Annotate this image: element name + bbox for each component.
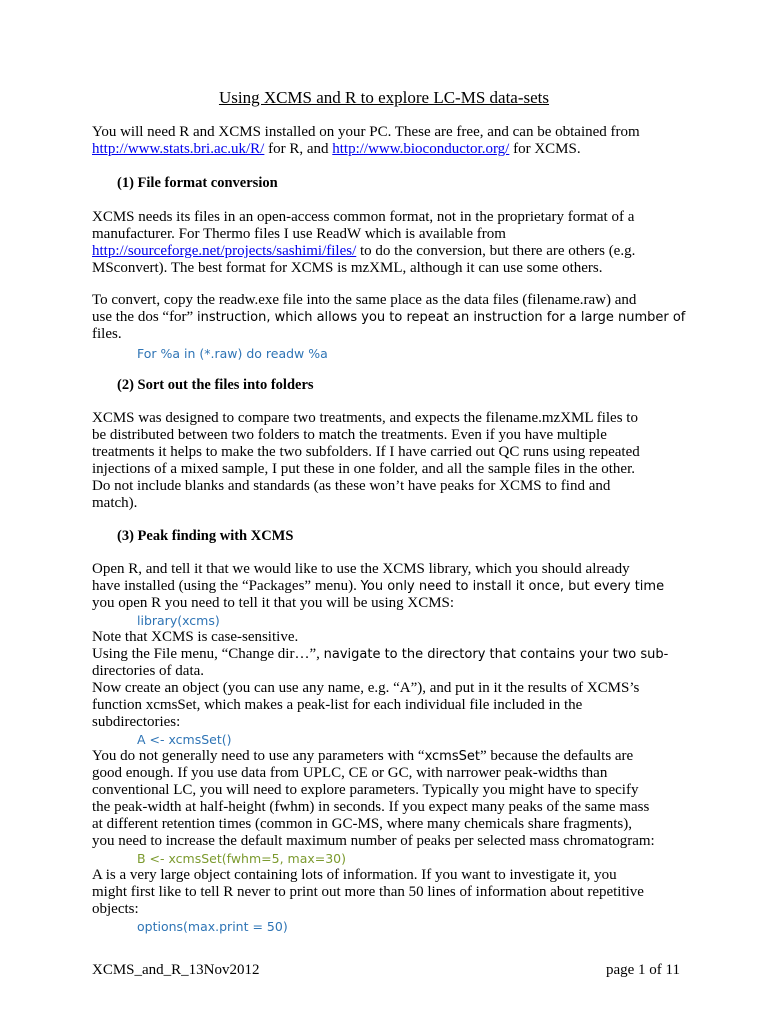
r-link[interactable]: http://www.stats.bri.ac.uk/R/ bbox=[92, 141, 265, 157]
intro-paragraph bbox=[92, 124, 682, 158]
s2-line-5: Do not include blanks and standards (as these won’t have peaks for XCMS to find and bbox=[92, 478, 611, 494]
xcmsset-params-code: B <- xcmsSet(fwhm=5, max=30) bbox=[137, 851, 347, 866]
s1-p2-line-3: files. bbox=[92, 326, 122, 342]
s3-line-1: Open R, and tell it that we would like to use the XCMS library, which you should already bbox=[92, 561, 630, 577]
s3-line-6: directories of data. bbox=[92, 663, 205, 679]
section-2-heading: (2) Sort out the files into folders bbox=[117, 377, 314, 393]
s3-line-10b: xcmsSet bbox=[424, 749, 480, 764]
s1-p2-line-1: To convert, copy the readw.exe file into the same place as the data files (filename.raw) and bbox=[92, 292, 637, 308]
options-code: options(max.print = 50) bbox=[137, 919, 288, 934]
s1-p2-line-2 bbox=[92, 309, 686, 326]
s3-line-5a: Using the File menu, “Change dir…”, bbox=[92, 646, 324, 662]
intro-line-1: You will need R and XCMS installed on your PC. These are free, and can be obtained from bbox=[92, 124, 640, 140]
bioconductor-link[interactable]: http://www.bioconductor.org/ bbox=[332, 141, 510, 157]
s3-line-10a: You do not generally need to use any parameters with “ bbox=[92, 748, 425, 764]
footer-page-number: page 1 of 11 bbox=[605, 962, 680, 978]
readw-code: For %a in (*.raw) do readw %a bbox=[137, 346, 328, 361]
s3-line-14: at different retention times (common in GC-MS, where many chemicals share fragments), bbox=[92, 816, 632, 832]
s3-line-4: Note that XCMS is case-sensitive. bbox=[92, 629, 299, 645]
s1-p2-line-2b: instruction, which allows you to repeat an instruction for a large number of bbox=[196, 310, 686, 325]
s1-p1-line-3 bbox=[92, 243, 682, 260]
sashimi-link[interactable]: http://sourceforge.net/projects/sashimi/files/ bbox=[92, 243, 357, 259]
section-2-paragraph bbox=[92, 410, 682, 512]
s2-line-6: match). bbox=[92, 495, 138, 511]
s1-p1-line-3-end: to do the conversion, but there are others (e.g. bbox=[356, 243, 636, 259]
section-1-paragraph-2 bbox=[92, 292, 686, 362]
s3-line-2 bbox=[92, 578, 682, 595]
s3-line-2b: You only need to install it once, but every time bbox=[360, 579, 665, 594]
library-code: library(xcms) bbox=[137, 613, 220, 628]
xcmsset-code: A <- xcmsSet() bbox=[137, 732, 232, 747]
s2-line-4: injections of a mixed sample, I put these in one folder, and all the sample files in the other. bbox=[92, 461, 636, 477]
intro-mid-text: for R, and bbox=[264, 141, 333, 157]
s2-line-1: XCMS was designed to compare two treatments, and expects the filename.mzXML files to bbox=[92, 410, 638, 426]
section-3-body bbox=[92, 561, 682, 935]
s3-line-10c: ” because the defaults are bbox=[479, 748, 634, 764]
s1-p1-line-1: XCMS needs its files in an open-access common format, not in the proprietary format of a bbox=[92, 209, 635, 225]
s3-line-2a: have installed (using the “Packages” menu). bbox=[92, 578, 361, 594]
s3-line-10 bbox=[92, 748, 682, 765]
page-title: Using XCMS and R to explore LC-MS data-sets bbox=[218, 88, 550, 107]
s3-line-5b: navigate to the directory that contains your two sub- bbox=[323, 647, 669, 662]
intro-line-2 bbox=[92, 141, 682, 158]
s2-line-3: treatments it helps to make the two subfolders. If I have carried out QC runs using repeated bbox=[92, 444, 640, 460]
s3-line-15: you need to increase the default maximum number of peaks per selected mass chromatogram: bbox=[92, 833, 655, 849]
s1-p2-line-2a: use the dos “for” bbox=[92, 309, 197, 325]
s3-line-3: you open R you need to tell it that you will be using XCMS: bbox=[92, 595, 455, 611]
s1-p1-line-4: MSconvert). The best format for XCMS is mzXML, although it can use some others. bbox=[92, 260, 603, 276]
section-1-heading: (1) File format conversion bbox=[117, 175, 278, 191]
s3-line-11: good enough. If you use data from UPLC, CE or GC, with narrower peak-widths than bbox=[92, 765, 608, 781]
s1-p1-line-2: manufacturer. For Thermo files I use ReadW which is available from bbox=[92, 226, 506, 242]
s3-line-16: A is a very large object containing lots of information. If you want to investigate it, you bbox=[92, 867, 617, 883]
section-3-heading: (3) Peak finding with XCMS bbox=[117, 528, 294, 544]
s3-line-8: function xcmsSet, which makes a peak-list for each individual file included in the bbox=[92, 697, 583, 713]
s3-line-7: Now create an object (you can use any name, e.g. “A”), and put in it the results of XCMS’s bbox=[92, 680, 640, 696]
s2-line-2: be distributed between two folders to match the treatments. Even if you have multiple bbox=[92, 427, 607, 443]
s3-line-9: subdirectories: bbox=[92, 714, 181, 730]
footer-filename: XCMS_and_R_13Nov2012 bbox=[92, 962, 260, 978]
s3-line-18: objects: bbox=[92, 901, 139, 917]
section-1-paragraph-1 bbox=[92, 209, 682, 277]
intro-end-text: for XCMS. bbox=[509, 141, 581, 157]
s3-line-12: conventional LC, you will need to explore parameters. Typically you might have to specify bbox=[92, 782, 639, 798]
s3-line-17: might first like to tell R never to print out more than 50 lines of information about repetitive bbox=[92, 884, 644, 900]
s3-line-5 bbox=[92, 646, 682, 663]
s3-line-13: the peak-width at half-height (fwhm) in seconds. If you expect many peaks of the same mass bbox=[92, 799, 650, 815]
